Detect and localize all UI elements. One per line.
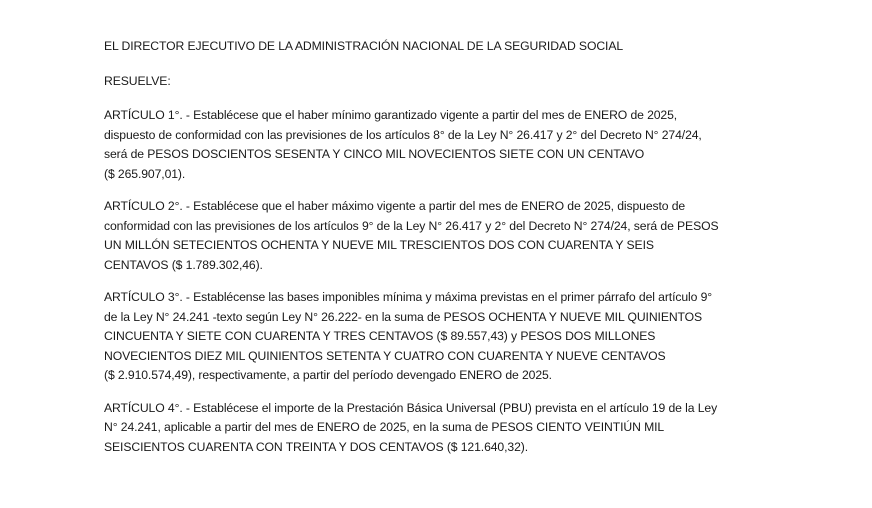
article-1-line-4: ($ 265.907,01). (104, 166, 186, 181)
article-3-line-5: ($ 2.910.574,49), respectivamente, a partir del período devengado ENERO de 2025. (104, 368, 552, 382)
article-4-line-2: N° 24.241, aplicable a partir del mes de ENERO de 2025, en la suma de PESOS CIENTO VEINTIÚN MIL (104, 420, 665, 434)
article-2-line-3: UN MILLÓN SETECIENTOS OCHENTA Y NUEVE MIL TRESCIENTOS DOS CON CUARENTA Y SEIS (104, 238, 654, 252)
article-2-line-4: CENTAVOS ($ 1.789.302,46). (104, 257, 263, 272)
article-2-line-1: ARTÍCULO 2°. - Establécese que el haber máximo vigente a partir del mes de ENERO de 2025, dispuesto de (104, 199, 686, 213)
article-3-line-1: ARTÍCULO 3°. - Establécense las bases imponibles mínima y máxima previstas en el primer párrafo del artículo 9° (104, 290, 713, 304)
article-2 (104, 197, 804, 275)
article-3-line-4: NOVECIENTOS DIEZ MIL QUINIENTOS SETENTA Y CUATRO CON CUARENTA Y NUEVE CENTAVOS (104, 348, 666, 363)
article-2-line-2: conformidad con las previsiones de los artículos 9° de la Ley N° 26.417 y 2° del Decreto N° 274/24, será de PESOS (104, 218, 719, 233)
document-page (104, 37, 804, 470)
document-header: EL DIRECTOR EJECUTIVO DE LA ADMINISTRACIÓN NACIONAL DE LA SEGURIDAD SOCIAL (104, 39, 624, 53)
article-3 (104, 288, 804, 386)
article-4-line-1: ARTÍCULO 4°. - Establécese el importe de la Prestación Básica Universal (PBU) prevista en el artículo 19 de la Ley (104, 400, 718, 415)
article-1 (104, 106, 804, 184)
article-1-line-2: dispuesto de conformidad con las previsiones de los artículos 8° de la Ley N° 26.417 y 2° del Decreto N° 274/24, (104, 127, 702, 142)
resuelve-heading: RESUELVE: (104, 73, 171, 88)
article-1-line-3: será de PESOS DOSCIENTOS SESENTA Y CINCO MIL NOVECIENTOS SIETE CON UN CENTAVO (104, 147, 645, 161)
article-4 (104, 399, 804, 458)
article-1-line-1: ARTÍCULO 1°. - Establécese que el haber mínimo garantizado vigente a partir del mes de ENERO de 2025, (104, 108, 678, 122)
article-4-line-3: SEISCIENTOS CUARENTA CON TREINTA Y DOS CENTAVOS ($ 121.640,32). (104, 439, 529, 454)
article-3-line-3: CINCUENTA Y SIETE CON CUARENTA Y TRES CENTAVOS ($ 89.557,43) y PESOS DOS MILLONES (104, 329, 656, 343)
article-3-line-2: de la Ley N° 24.241 -texto según Ley N° 26.222- en la suma de PESOS OCHENTA Y NUEVE MIL QUINIENTOS (104, 309, 703, 324)
